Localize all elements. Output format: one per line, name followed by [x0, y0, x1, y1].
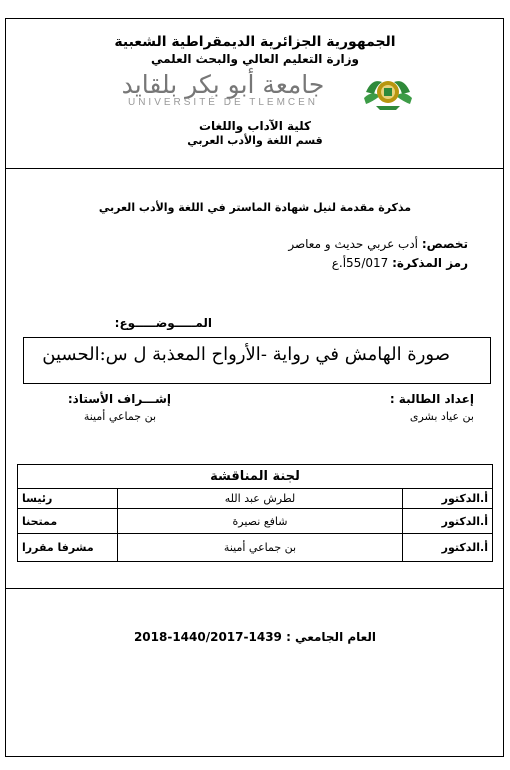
- committee-member-name: بن جماعي أمينة: [118, 534, 403, 562]
- supervisor-name: بن جماعي أمينة: [83, 410, 156, 423]
- committee-member-role: رئيسا: [18, 489, 118, 509]
- academic-year: العام الجامعي : 1439-1440/2017-2018: [133, 630, 377, 644]
- committee-member-title: أ.الدكتور: [403, 534, 493, 562]
- committee-member-name: لطرش عبد الله: [118, 489, 403, 509]
- university-name-arabic: جامعة أبو بكر بلقايد: [121, 70, 325, 99]
- topic-label: المـــــوضـــــوع:: [114, 316, 212, 330]
- table-row: [18, 534, 493, 562]
- university-name-french: UNIVERSITÉ DE TLEMCEN: [127, 97, 319, 108]
- university-emblem-icon: [362, 72, 414, 112]
- committee-member-role: مشرفا مقررا: [18, 534, 118, 562]
- committee-member-title: أ.الدكتور: [403, 489, 493, 509]
- thesis-code-line: [332, 256, 468, 270]
- committee-member-name: شافع نصيرة: [118, 509, 403, 534]
- table-row: [18, 509, 493, 534]
- student-name: بن عياد بشرى: [409, 410, 474, 423]
- committee-member-role: ممتحنا: [18, 509, 118, 534]
- thesis-code-value: 55/017أ.ع: [331, 256, 393, 270]
- table-row: [18, 489, 493, 509]
- ministry-title: وزارة التعليم العالي والبحث العلمي: [150, 52, 360, 66]
- supervisor-label: إشـــراف الأستاذ:: [67, 392, 171, 406]
- section-divider: [5, 168, 504, 169]
- thesis-code-label: رمز المذكرة:: [392, 256, 468, 270]
- committee-table: [17, 464, 493, 562]
- committee-title: لجنة المناقشة: [18, 465, 493, 489]
- republic-title: الجمهورية الجزائرية الديمقراطية الشعبية: [114, 34, 396, 50]
- specialization-label: تخصص:: [421, 237, 468, 251]
- committee-member-title: أ.الدكتور: [403, 509, 493, 534]
- student-label: إعداد الطالبة :: [389, 392, 474, 406]
- specialization-line: [288, 237, 468, 251]
- specialization-value: أدب عربي حديث و معاصر: [288, 237, 422, 251]
- faculty-name: كلية الآداب واللغات: [198, 119, 312, 133]
- thesis-topic: صورة الهامش في رواية -الأرواح المعذبة ل س:الحسين: [42, 344, 450, 365]
- topic-box: [23, 337, 491, 384]
- thesis-purpose: مذكرة مقدمة لنيل شهادة الماستر في اللغة والأدب العربي: [98, 201, 412, 214]
- department-name: قسم اللغة والأدب العربي: [187, 134, 323, 147]
- section-divider: [5, 588, 504, 589]
